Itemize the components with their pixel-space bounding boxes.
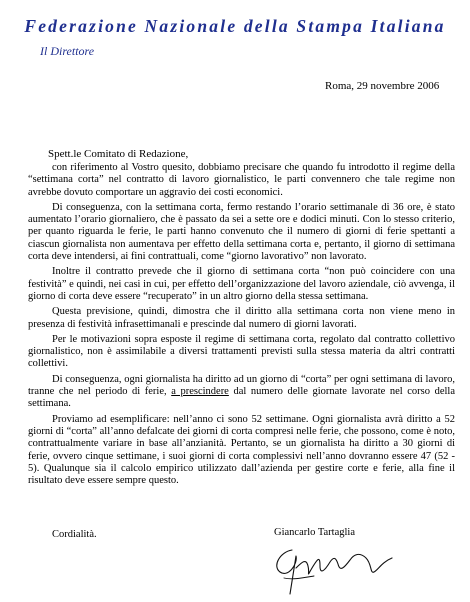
paragraph-text: Proviamo ad esemplificare: nell’anno ci sono 52 settimane. Ogni giornalista avrà diritto a 52 giorni di “corta” all’anno defalcate dei giorni di corta compresi nelle ferie, che possono, come è noto, contrattualmente variare in base all’anzianità. Pertanto, se un giornalista ha diritto a 30 giorni di ferie, ovvero cinque settimane, i suoi giorni di corta complessivi nell’anno dovranno essere 47 (52 - 5). Qualunque sia il calcolo empirico utilizzato dall’azienda per gestire corte e ferie, alla fine il risultato deve essere sempre questo.: [28, 413, 455, 487]
closing: Cordialità.: [52, 529, 97, 540]
paragraph-text: Questa previsione, quindi, dimostra che il diritto alla settimana corta non viene meno in presenza di festività infrasettimanali e prescinde dal numero di giorni lavorati.: [28, 306, 455, 330]
handwritten-signature: [262, 538, 402, 598]
letterhead-subtitle: Il Direttore: [40, 44, 95, 58]
paragraph-text: dal numero delle giornate lavorate nel corso della settimana.: [28, 386, 455, 410]
paragraph-text: con riferimento al Vostro quesito, dobbiamo precisare che quando fu introdotto il regime della “settimana corta” nel contratto di lavoro giornalistico, le parti convennero che tale regime non avrebbe dovuto comportare un aggravio dei costi economici.: [28, 162, 455, 198]
paragraph-7: [28, 414, 455, 488]
paragraph-5: [28, 334, 455, 371]
letterhead-title: Federazione Nazionale della Stampa Italiana: [24, 16, 446, 36]
underlined-phrase: a prescindere: [171, 386, 229, 398]
paragraph-text: Per le motivazioni sopra esposte il regime di settimana corta, regolato dal contratto collettivo giornalistico, non è assimilabile a diversi trattamenti previsti sulla stessa materia da altri contratti collettivi.: [28, 333, 455, 370]
letter-body: [28, 162, 455, 487]
paragraph-2: [28, 202, 455, 263]
signature-name: Giancarlo Tartaglia: [274, 527, 355, 538]
paragraph-1: [28, 162, 455, 199]
paragraph-text: Di conseguenza, con la settimana corta, fermo restando l’orario settimanale di 36 ore, è stato aumentato l’orario giornaliero, che è passato da sei a sette ore e dodici minuti. Con lo stesso criterio, per quanto riguarda le ferie, le parti hanno convenuto che il numero di giorni di ferie spettanti a ciascun giornalista non aumentava per effetto della settimana corta e, pertanto, il giorno di settimana corta deve intendersi, ai fini contrattuali, come “giorno lavorativo” non lavorato.: [28, 201, 455, 263]
paragraph-6: [28, 374, 455, 411]
paragraph-4: [28, 306, 455, 331]
letter-date: Roma, 29 novembre 2006: [325, 80, 440, 92]
salutation: Spett.le Comitato di Redazione,: [48, 148, 189, 160]
paragraph-3: [28, 266, 455, 303]
paragraph-text: Di conseguenza, ogni giornalista ha diritto ad un giorno di “corta” per ogni settimana di lavoro, tranne che nel periodo di ferie,: [28, 373, 455, 398]
paragraph-text: Inoltre il contratto prevede che il giorno di settimana corta “non può coincidere con una festività” e quindi, nei casi in cui, per effetto dell’organizzazione del lavoro aziendale, ciò avvenga, il giorno di corta deve essere “recuperato” in un altro giorno della stessa settimana.: [28, 266, 455, 302]
